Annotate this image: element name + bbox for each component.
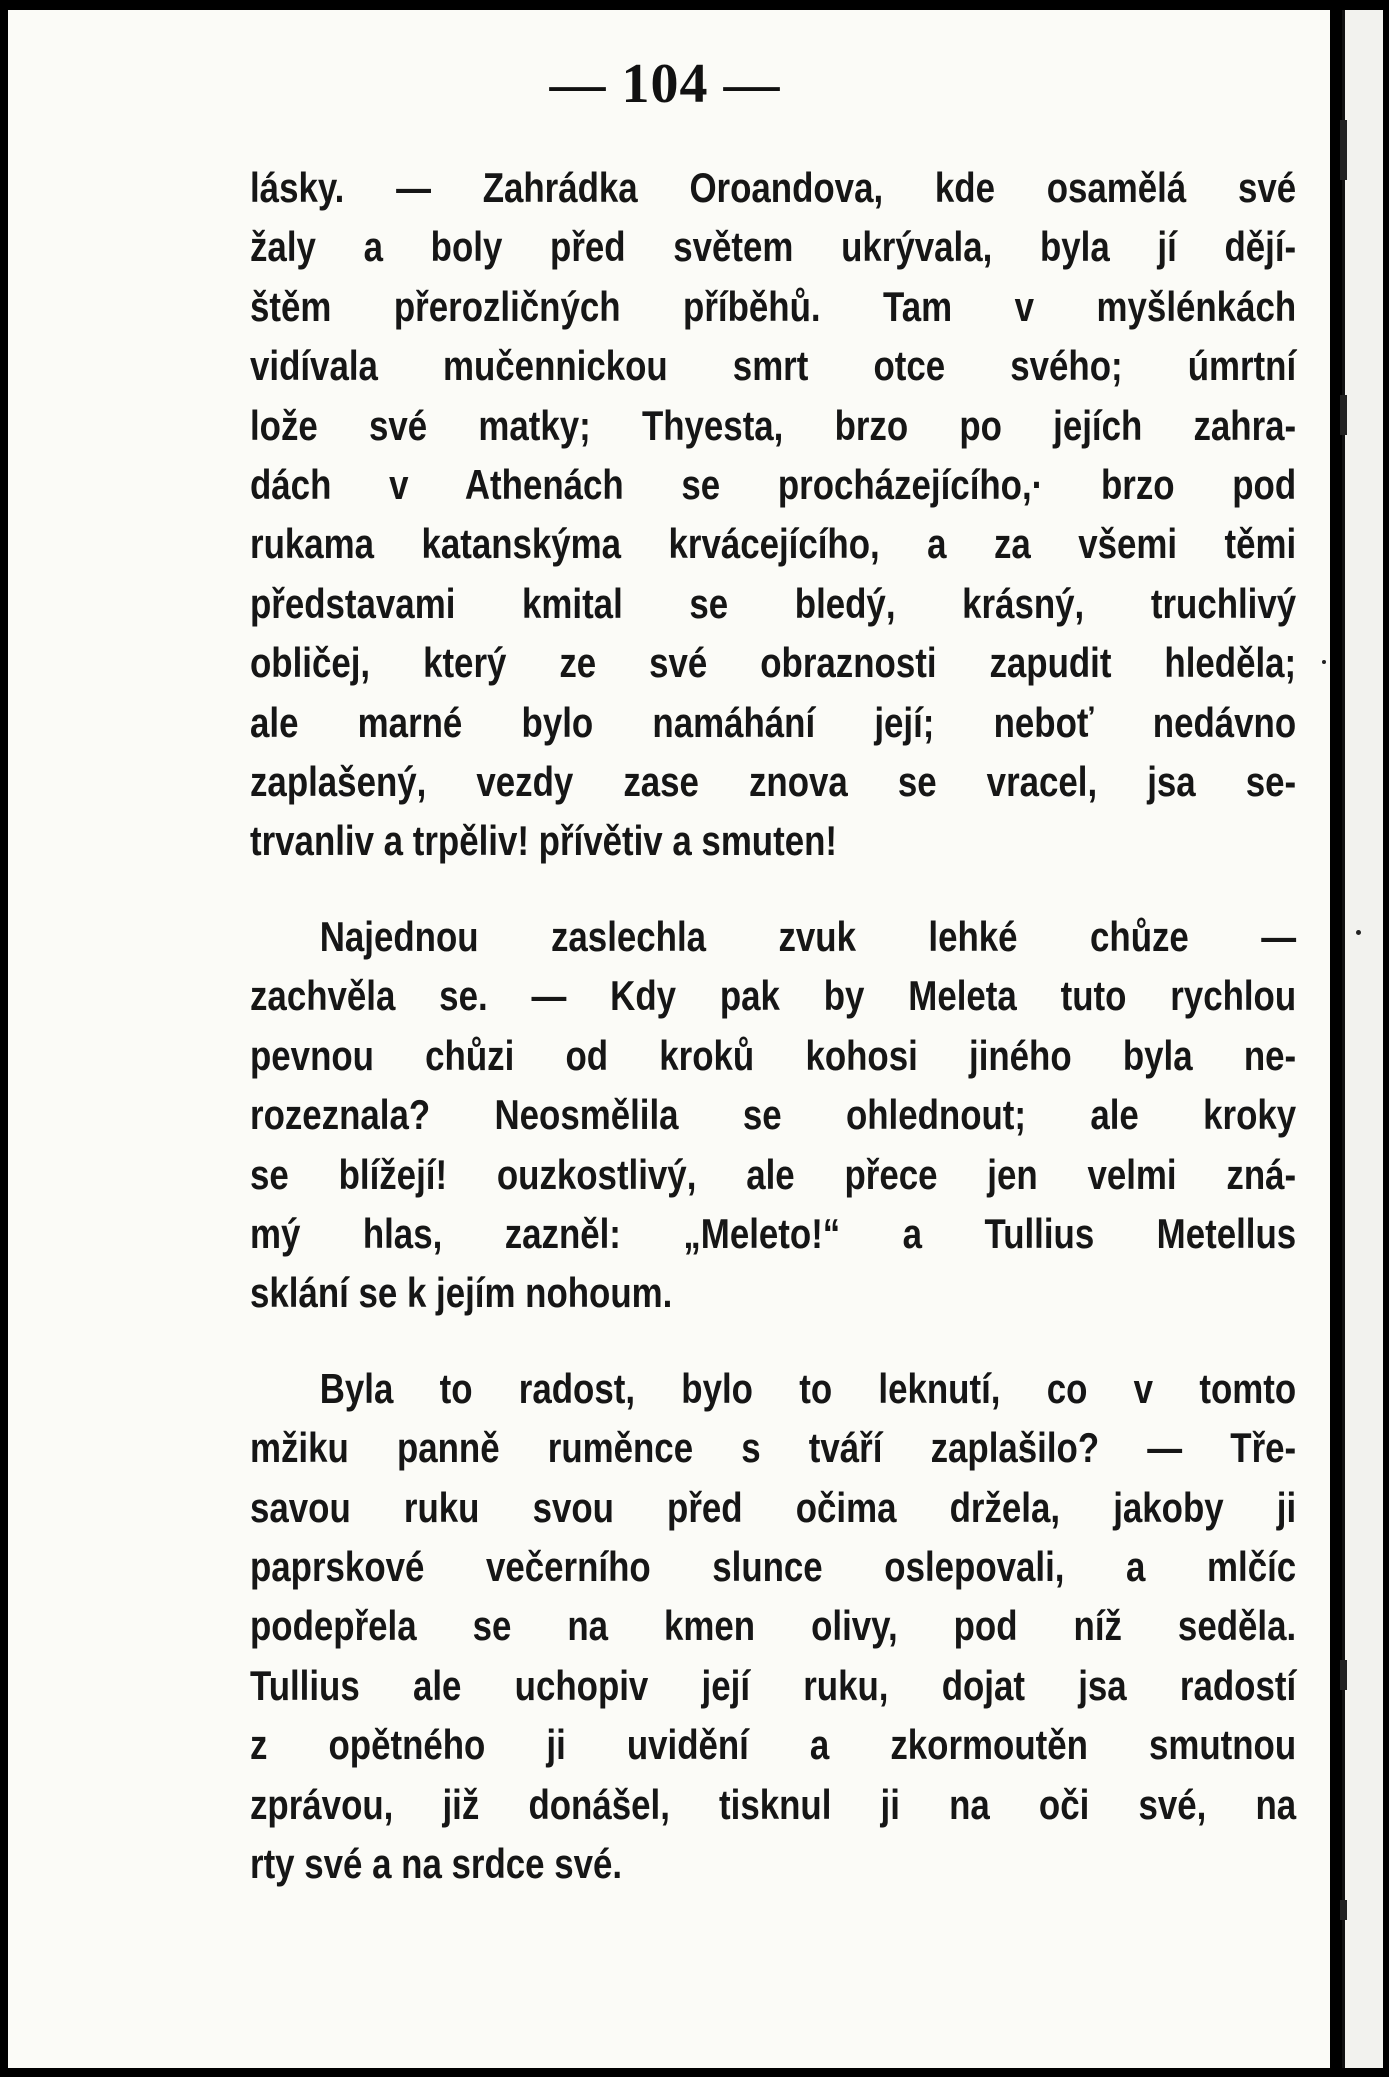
- text-line: mžiku panně ruměnce s tváří zaplašilo? — Tře-: [250, 1424, 1297, 1472]
- text-line: rukama katanskýma krvácejícího, a za všemi těmi: [250, 520, 1297, 568]
- text-line: savou ruku svou před očima držela, jakoby ji: [250, 1483, 1297, 1531]
- edge-mark: [1340, 1900, 1347, 1920]
- text-line: sklání se k jejím nohoum.: [250, 1269, 673, 1317]
- text-line: představami kmital se bledý, krásný, truchlivý: [250, 579, 1297, 627]
- body-text: [250, 158, 1296, 1893]
- text-line: lásky. — Zahrádka Oroandova, kde osamělá své: [250, 164, 1297, 211]
- text-line: paprskové večerního slunce oslepovali, a mlčíc: [250, 1542, 1297, 1590]
- text-line: žaly a boly před světem ukrývala, byla jí dějí-: [250, 223, 1297, 271]
- edge-mark: [1340, 1660, 1347, 1690]
- edge-mark: [1340, 120, 1347, 180]
- text-line: Najednou zaslechla zvuk lehké chůze —: [319, 912, 1297, 960]
- text-line: mý hlas, zazněl: „Meleto!“ a Tullius Metellus: [250, 1209, 1297, 1257]
- text-line: podepřela se na kmen olivy, pod níž seděla.: [250, 1602, 1297, 1650]
- text-line: z opětného ji uvidění a zkormoutěn smutnou: [250, 1721, 1297, 1769]
- scan-speck: [1356, 930, 1361, 935]
- text-line: dách v Athenách se procházejícího,· brzo pod: [250, 461, 1297, 509]
- text-line: zprávou, již donášel, tisknul ji na oči své, na: [250, 1780, 1297, 1828]
- edge-mark: [1340, 395, 1347, 435]
- text-line: Byla to radost, bylo to leknutí, co v tomto: [319, 1364, 1297, 1412]
- page-number: — 104 —: [549, 53, 781, 115]
- text-line: lože své matky; Thyesta, brzo po jejích zahra-: [250, 401, 1297, 449]
- text-line: pevnou chůzi od kroků kohosi jiného byla ne-: [250, 1031, 1297, 1079]
- text-line: rty své a na srdce své.: [250, 1839, 623, 1887]
- text-line: trvanliv a trpěliv! přívětiv a smuten!: [250, 817, 838, 865]
- paragraph-gap: [250, 1323, 1296, 1359]
- paragraph-gap: [250, 871, 1296, 907]
- scan-speck: [1322, 660, 1326, 664]
- text-line: zachvěla se. — Kdy pak by Meleta tuto rychlou: [250, 972, 1297, 1020]
- text-line: rozeznala? Neosmělila se ohlednout; ale kroky: [250, 1091, 1297, 1139]
- text-line: vidívala mučennickou smrt otce svého; úmrtní: [250, 342, 1297, 390]
- text-line: Tullius ale uchopiv její ruku, dojat jsa radostí: [250, 1661, 1297, 1709]
- text-line: se blížejí! ouzkostlivý, ale přece jen velmi zná-: [250, 1150, 1297, 1198]
- adjacent-page-edge: [1342, 10, 1383, 2068]
- text-line: štěm přerozličných příběhů. Tam v myšlénkách: [250, 282, 1297, 330]
- text-line: obličej, který ze své obraznosti zapudit hleděla;: [250, 639, 1297, 687]
- text-line: zaplašený, vezdy zase znova se vracel, jsa se-: [250, 758, 1297, 806]
- text-line: ale marné bylo namáhání její; neboť nedávno: [250, 698, 1297, 746]
